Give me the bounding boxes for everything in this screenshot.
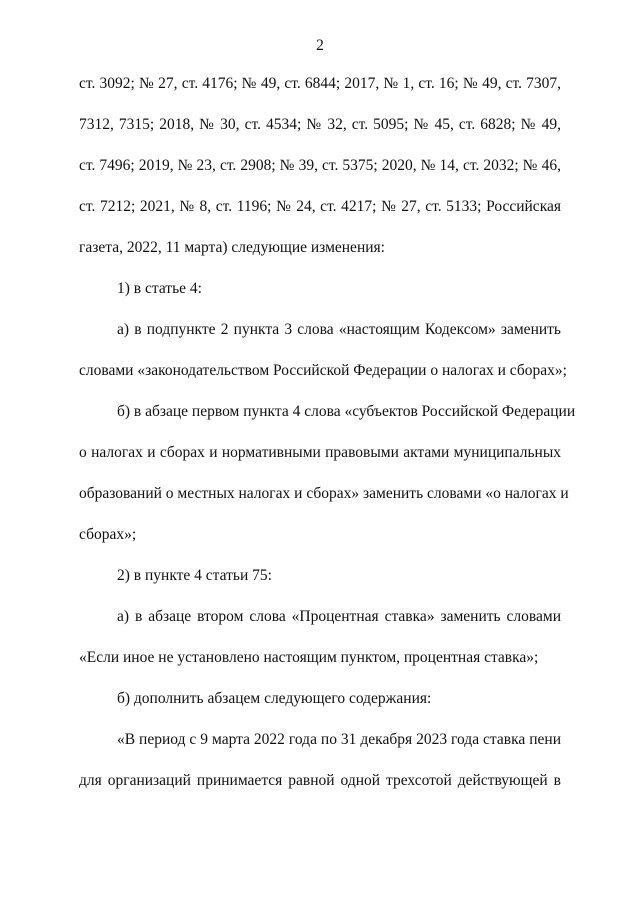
document-body	[79, 74, 576, 812]
text-line: «Если иное не установлено настоящим пунктом, процентная ставка»;	[79, 649, 539, 666]
text-line: а) в абзаце втором слова «Процентная ставка» заменить словами	[117, 608, 561, 625]
page-number: 2	[316, 37, 324, 54]
text-line: ст. 3092; № 27, ст. 4176; № 49, ст. 6844; 2017, № 1, ст. 16; № 49, ст. 7307,	[79, 75, 561, 92]
text-line: о налогах и сборах и нормативными правовыми актами муниципальных	[79, 444, 561, 461]
text-line: б) дополнить абзацем следующего содержания:	[117, 690, 432, 707]
text-line: газета, 2022, 11 марта) следующие изменения:	[79, 239, 385, 256]
text-line: 2) в пункте 4 статьи 75:	[117, 567, 272, 584]
text-line: 7312, 7315; 2018, № 30, ст. 4534; № 32, ст. 5095; № 45, ст. 6828; № 49,	[79, 116, 561, 133]
paragraph	[79, 730, 561, 791]
paragraph	[79, 607, 561, 668]
paragraph	[79, 279, 561, 299]
text-line: 1) в статье 4:	[117, 280, 202, 297]
text-line: а) в подпункте 2 пункта 3 слова «настоящим Кодексом» заменить	[117, 321, 561, 338]
text-line: б) в абзаце первом пункта 4 слова «субъектов Российской Федерации	[117, 403, 576, 420]
paragraph	[79, 689, 561, 709]
paragraph	[79, 402, 576, 545]
text-line: для организаций принимается равной одной трехсотой действующей в	[79, 772, 561, 789]
text-line: словами «законодательством Российской Федерации о налогах и сборах»;	[79, 362, 567, 379]
text-line: ст. 7212; 2021, № 8, ст. 1196; № 24, ст. 4217; № 27, ст. 5133; Российская	[79, 198, 561, 215]
paragraph	[79, 566, 561, 586]
text-line: сборах»;	[79, 526, 137, 543]
text-line: ст. 7496; 2019, № 23, ст. 2908; № 39, ст. 5375; 2020, № 14, ст. 2032; № 46,	[79, 157, 561, 174]
paragraph	[79, 320, 567, 381]
text-line: «В период с 9 марта 2022 года по 31 декабря 2023 года ставка пени	[117, 731, 561, 748]
text-line: образований о местных налогах и сборах» заменить словами «о налогах и	[79, 485, 569, 502]
paragraph	[79, 74, 561, 258]
